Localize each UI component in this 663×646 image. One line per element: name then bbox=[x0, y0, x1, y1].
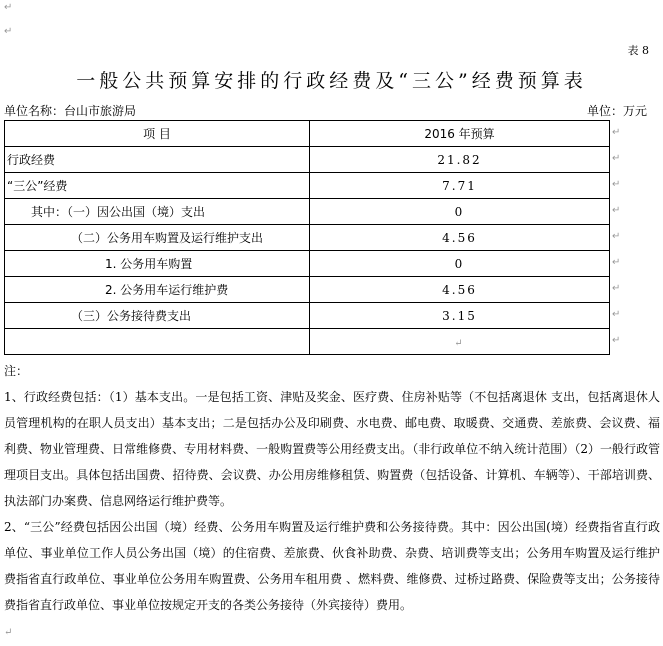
paragraph-mark: ↵ bbox=[612, 231, 621, 242]
row-value: 21.82 bbox=[310, 147, 610, 173]
row-end-marks bbox=[612, 120, 620, 354]
paragraph-mark: ↵ bbox=[612, 179, 621, 190]
notes-heading: 注： bbox=[4, 364, 29, 378]
table-header-row bbox=[5, 121, 610, 147]
page-title: 一般公共预算安排的行政经费及“三公”经费预算表 bbox=[76, 70, 587, 92]
row-item: 2. 公务用车运行维护费 bbox=[5, 277, 310, 303]
row-value: 4.56 bbox=[310, 277, 610, 303]
row-item: 其中：（一）因公出国（境）支出 bbox=[5, 199, 310, 225]
paragraph-mark: ↵ bbox=[4, 2, 13, 13]
row-item: “三公”经费 bbox=[5, 173, 310, 199]
table-row bbox=[5, 173, 610, 199]
row-value: 0 bbox=[310, 251, 610, 277]
header-budget: 2016 年预算 bbox=[310, 121, 610, 147]
paragraph-mark: ↵ bbox=[612, 205, 621, 216]
paragraph-mark: ↵ bbox=[4, 26, 13, 37]
table-number: 表 8 bbox=[627, 44, 649, 57]
table-row bbox=[5, 329, 610, 355]
paragraph-mark: ↵ bbox=[4, 627, 13, 638]
unit-name-label: 单位名称：台山市旅游局 bbox=[4, 104, 137, 118]
table-row bbox=[5, 147, 610, 173]
note-1: 1、行政经费包括：（1）基本支出。一是包括工资、津贴及奖金、医疗费、住房补贴等（不包括离退休 支出，包括离退休人员管理机构的在职人员支出）基本支出；二是包括办公及印刷费、水电费、邮电费、取暖费、交通费、差旅费、会议费、福利费、物业管理费、日常维修费、专用材料费、一般购置费等公用经费支出。（非行政单位不纳入统计范围）（2）一般行政管理项目支出。具体包括出国费、招待费、会议费、办公用房维修租赁、购置费（包括设备、计算机、车辆等）、干部培训费、执法部门办案费、信息网络运行维护费等。 bbox=[4, 390, 660, 508]
note-2: 2、“三公”经费包括因公出国（境）经费、公务用车购置及运行维护费和公务接待费。其中：因公出国(境）经费指省直行政单位、事业单位工作人员公务出国（境）的住宿费、差旅费、伙食补助费、杂费、培训费等支出；公务用车购置及运行维护费指省直行政单位、事业单位公务用车购置费、公务用车租用费 、燃料费、维修费、过桥过路费、保险费等支出；公务接待费指省直行政单位、事业单位按规定开支的各类公务接待（外宾接待）费用。 bbox=[4, 520, 660, 612]
row-item bbox=[5, 329, 310, 355]
table-row bbox=[5, 199, 610, 225]
table-row bbox=[5, 303, 610, 329]
row-item: 1. 公务用车购置 bbox=[5, 251, 310, 277]
paragraph-mark: ↵ bbox=[612, 127, 621, 138]
paragraph-mark: ↵ bbox=[612, 335, 621, 346]
row-item: （三）公务接待费支出 bbox=[5, 303, 310, 329]
paragraph-mark: ↵ bbox=[612, 153, 621, 164]
paragraph-mark: ↵ bbox=[612, 257, 621, 268]
row-value: 4.56 bbox=[310, 225, 610, 251]
row-value: 7.71 bbox=[310, 173, 610, 199]
table-row bbox=[5, 225, 610, 251]
header-item: 项 目 bbox=[5, 121, 310, 147]
paragraph-mark: ↵ bbox=[612, 283, 621, 294]
table-row bbox=[5, 277, 610, 303]
row-value: 0 bbox=[310, 199, 610, 225]
row-value bbox=[310, 329, 610, 355]
budget-table bbox=[4, 120, 610, 355]
unit-label: 单位：万元 bbox=[586, 104, 647, 118]
paragraph-mark: ↵ bbox=[454, 337, 465, 349]
row-item: （二）公务用车购置及运行维护支出 bbox=[5, 225, 310, 251]
row-value: 3.15 bbox=[310, 303, 610, 329]
row-item: 行政经费 bbox=[5, 147, 310, 173]
table-row bbox=[5, 251, 610, 277]
paragraph-mark: ↵ bbox=[612, 309, 621, 320]
notes-section bbox=[4, 358, 660, 646]
